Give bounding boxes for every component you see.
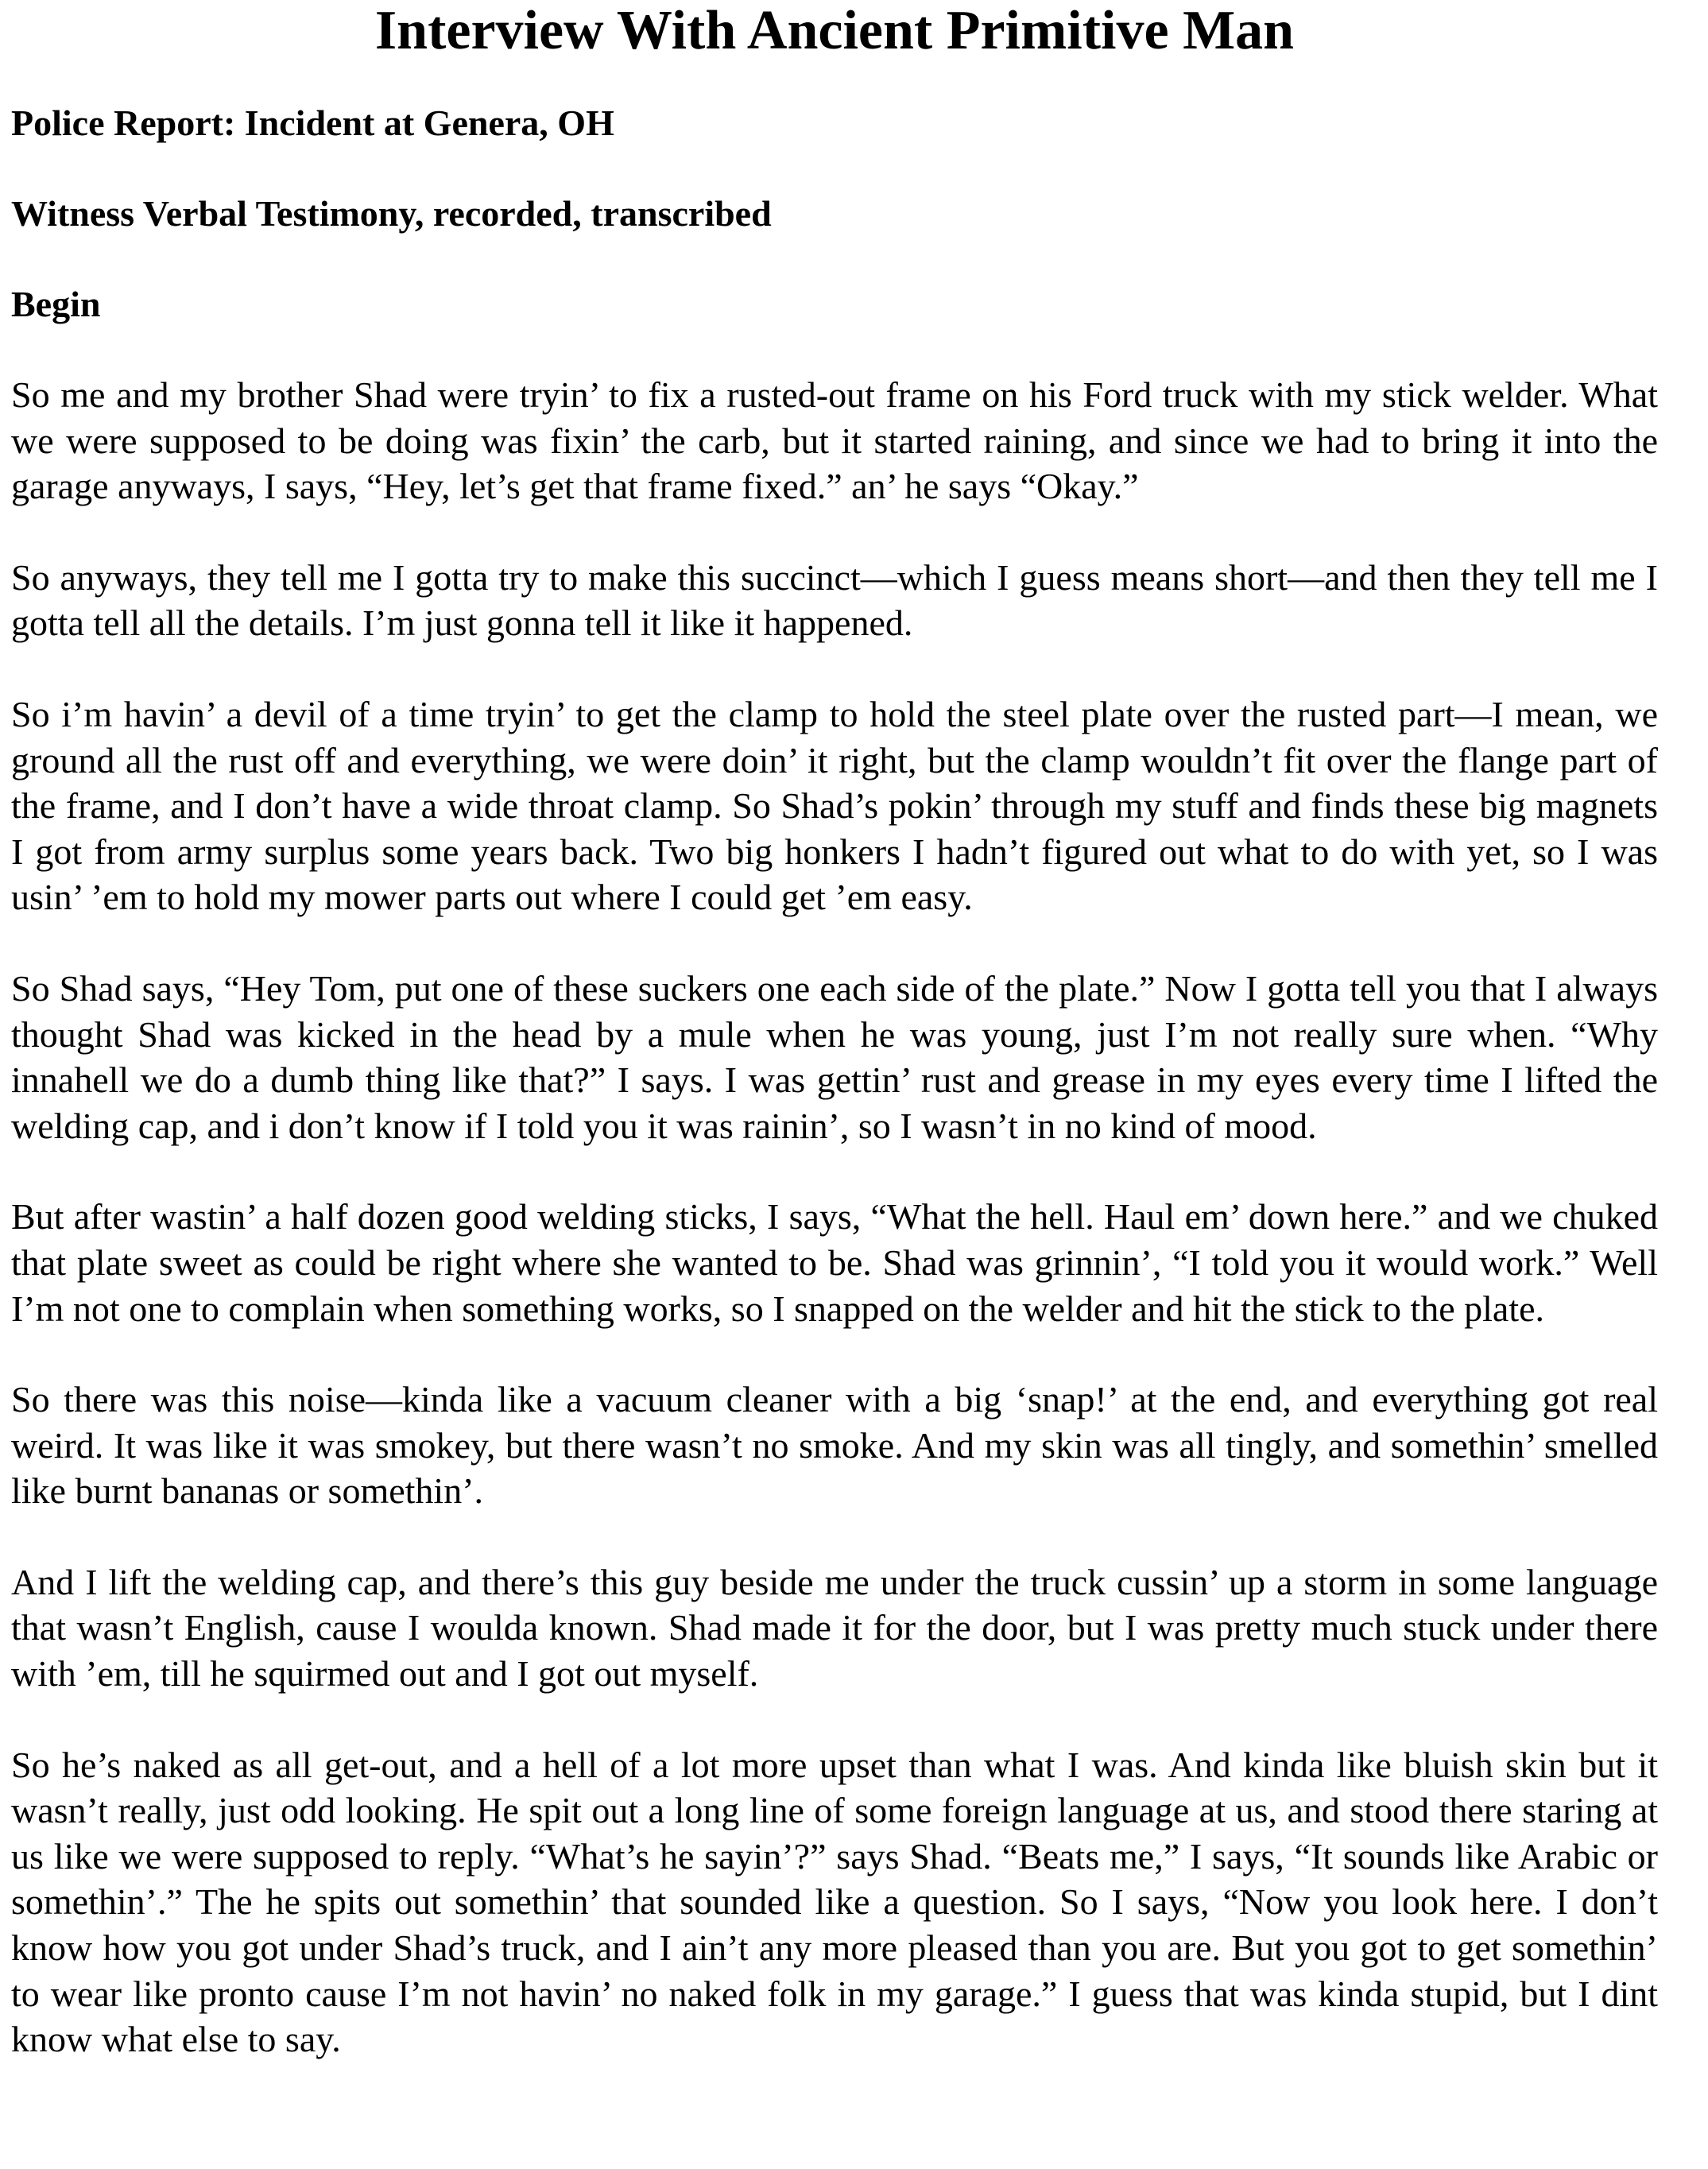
- testimony-heading: Witness Verbal Testimony, recorded, transcribed: [11, 193, 772, 234]
- begin-heading: Begin: [11, 284, 101, 324]
- document-title: Interview With Ancient Primitive Man: [374, 0, 1295, 61]
- paragraph-3: So i’m havin’ a devil of a time tryin’ to get the clamp to hold the steel plate over the rusted part—I mean, we ground all the rust off and everything, we were doin’ it right, but the clamp wouldn’t fit over the flange part of the frame, and I don’t have a wide throat clamp. So Shad’s pokin’ through my stuff and finds these big magnets I got from army surplus some years back. Two big honkers I hadn’t figured out what to do with yet, so I was usin’ ’em to hold my mower parts out where I could get ’em easy.: [11, 693, 1658, 918]
- paragraph-4: So Shad says, “Hey Tom, put one of these suckers one each side of the plate.” Now I gotta tell you that I always thought Shad was kicked in the head by a mule when he was young, just I’m not really sure when. “Why innahell we do a dumb thing like that?” I says. I was gettin’ rust and grease in my eyes every time I lifted the welding cap, and i don’t know if I told you it was rainin’, so I wasn’t in no kind of mood.: [11, 967, 1658, 1146]
- paragraph-5: But after wastin’ a half dozen good welding sticks, I says, “What the hell. Haul em’ down here.” and we chuked that plate sweet as could be right where she wanted to be. Shad was grinnin’, “I told you it would work.” Well I’m not one to complain when something works, so I snapped on the welder and hit the stick to the plate.: [11, 1196, 1658, 1329]
- document-page: [11, 0, 1658, 2108]
- report-heading: Police Report: Incident at Genera, OH: [11, 103, 614, 143]
- paragraph-2: So anyways, they tell me I gotta try to make this succinct—which I guess means short—and then they tell me I gotta tell all the details. I’m just gonna tell it like it happened.: [11, 556, 1658, 644]
- paragraph-8: So he’s naked as all get-out, and a hell of a lot more upset than what I was. And kinda like bluish skin but it wasn’t really, just odd looking. He spit out a long line of some foreign language at us, and stood there staring at us like we were supposed to reply. “What’s he sayin’?” says Shad. “Beats me,” I says, “It sounds like Arabic or somethin’.” The he spits out somethin’ that sounded like a question. So I says, “Now you look here. I don’t know how you got under Shad’s truck, and I ain’t any more pleased than you are. But you got to get somethin’ to wear like pronto cause I’m not havin’ no naked folk in my garage.” I guess that was kinda stupid, but I dint know what else to say.: [11, 1744, 1658, 2060]
- paragraph-7: And I lift the welding cap, and there’s this guy beside me under the truck cussin’ up a storm in some language that wasn’t English, cause I woulda known. Shad made it for the door, but I was pretty much stuck under there with ’em, till he squirmed out and I got out myself.: [11, 1561, 1658, 1695]
- paragraph-6: So there was this noise—kinda like a vacuum cleaner with a big ‘snap!’ at the end, and everything got real weird. It was like it was smokey, but there wasn’t no smoke. And my skin was all tingly, and somethin’ smelled like burnt bananas or somethin’.: [11, 1379, 1658, 1512]
- paragraph-1: So me and my brother Shad were tryin’ to fix a rusted-out frame on his Ford truck with my stick welder. What we were supposed to be doing was fixin’ the carb, but it started raining, and since we had to bring it into the garage anyways, I says, “Hey, let’s get that frame fixed.” an’ he says “Okay.”: [11, 374, 1658, 507]
- testimony-body: [11, 372, 1658, 2062]
